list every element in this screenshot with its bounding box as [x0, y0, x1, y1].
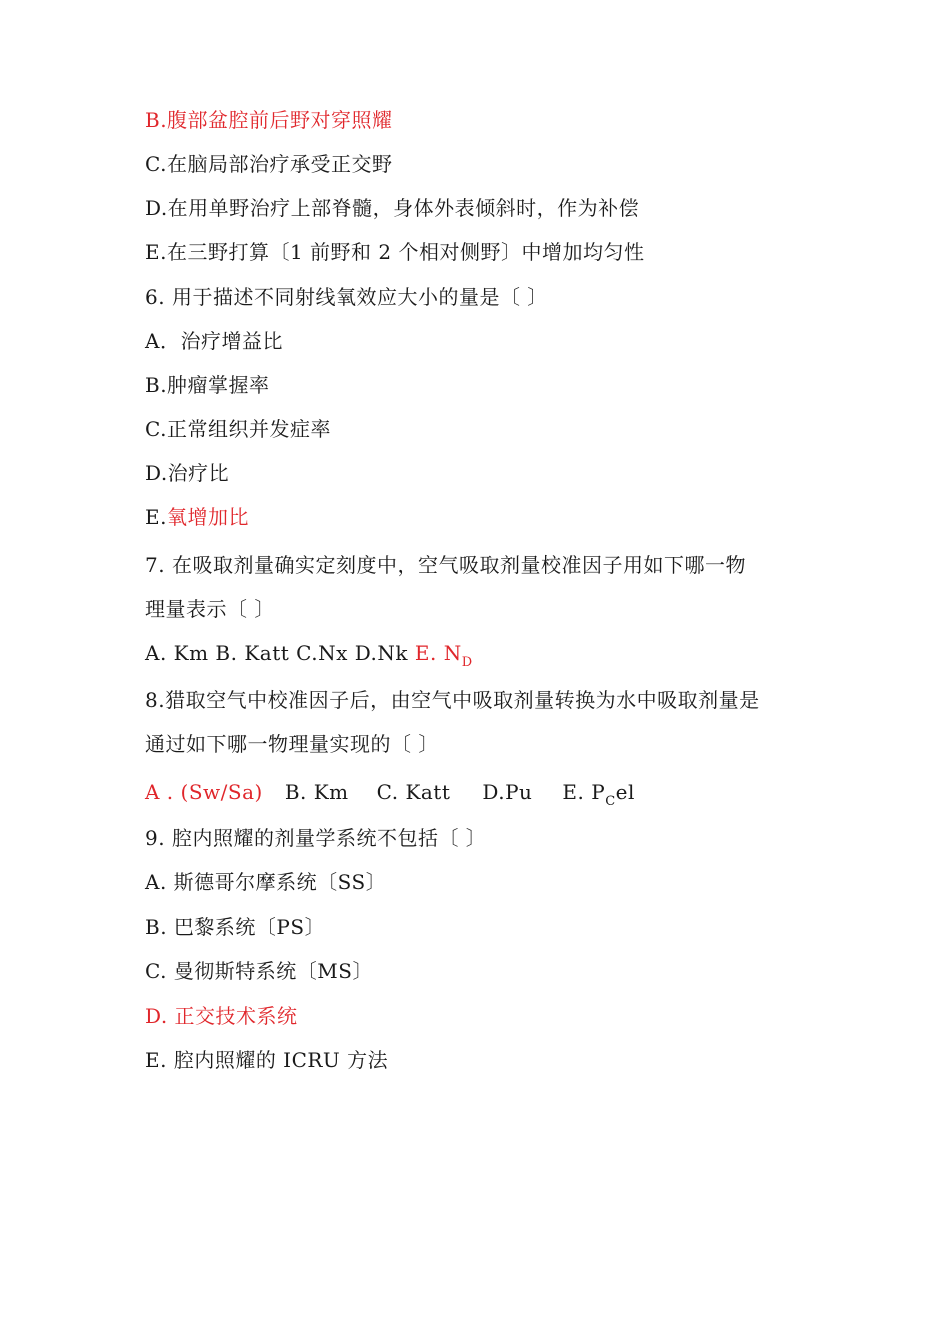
q8-option-d: D.Pu [482, 780, 533, 804]
q9-option-e: E. 腔内照耀的 ICRU 方法 [145, 1048, 389, 1072]
q9-stem: 9. 腔内照耀的剂量学系统不包括〔 〕 [145, 826, 487, 850]
q8-option-e [562, 780, 635, 809]
q9-option-c: C. 曼彻斯特系统〔MS〕 [145, 959, 373, 983]
q6-option-d: D.治疗比 [145, 461, 230, 485]
q7-answer-prefix: E. N [414, 641, 462, 665]
q6-stem: 6. 用于描述不同射线氧效应大小的量是〔 〕 [145, 285, 548, 309]
q9-option-b: B. 巴黎系统〔PS〕 [145, 915, 326, 939]
q6-option-c: C.正常组织并发症率 [145, 417, 331, 441]
q8-option-e-suffix: el [615, 780, 635, 804]
q6-option-a: A．治疗增益比 [145, 329, 283, 353]
q7-answer-subscript: D [461, 655, 473, 670]
q5-option-e: E.在三野打算〔1 前野和 2 个相对侧野〕中增加均匀性 [145, 240, 645, 264]
q8-answer: A . (Sw/Sa) [145, 780, 263, 804]
q8-options [145, 778, 635, 809]
q6-option-e-text: 氧增加比 [166, 505, 249, 529]
q9-option-a: A. 斯德哥尔摩系统〔SS〕 [145, 870, 387, 894]
q9-option-d-answer: D. 正交技术系统 [145, 1004, 298, 1028]
q8-option-b: B. Km [284, 780, 349, 804]
q8-stem-line2: 通过如下哪一物理量实现的〔 〕 [145, 732, 439, 756]
q8-option-e-subscript: C [605, 794, 616, 809]
q7-answer [414, 641, 473, 670]
q7-stem-line2: 理量表示〔 〕 [145, 597, 275, 621]
q6-option-e-prefix: E. [145, 505, 167, 529]
q8-option-e-prefix: E. P [562, 780, 606, 804]
q6-option-b: B.肿瘤掌握率 [145, 373, 270, 397]
q8-option-c: C. Katt [376, 780, 451, 804]
q7-options-plain: A. Km B. Katt C.Nx D.Nk [145, 641, 415, 665]
q8-stem-line1: 8.猎取空气中校准因子后，由空气中吸取剂量转换为水中吸取剂量是 [145, 688, 760, 712]
q7-stem-line1: 7. 在吸取剂量确实定刻度中，空气吸取剂量校准因子用如下哪一物 [145, 553, 746, 577]
q6-option-e-answer [145, 503, 249, 531]
q5-option-d: D.在用单野治疗上部脊髓，身体外表倾斜时，作为补偿 [145, 196, 640, 220]
q7-options [145, 639, 473, 670]
q5-option-c: C.在脑局部治疗承受正交野 [145, 152, 393, 176]
q5-option-b-answer: B.腹部盆腔前后野对穿照耀 [145, 108, 393, 132]
